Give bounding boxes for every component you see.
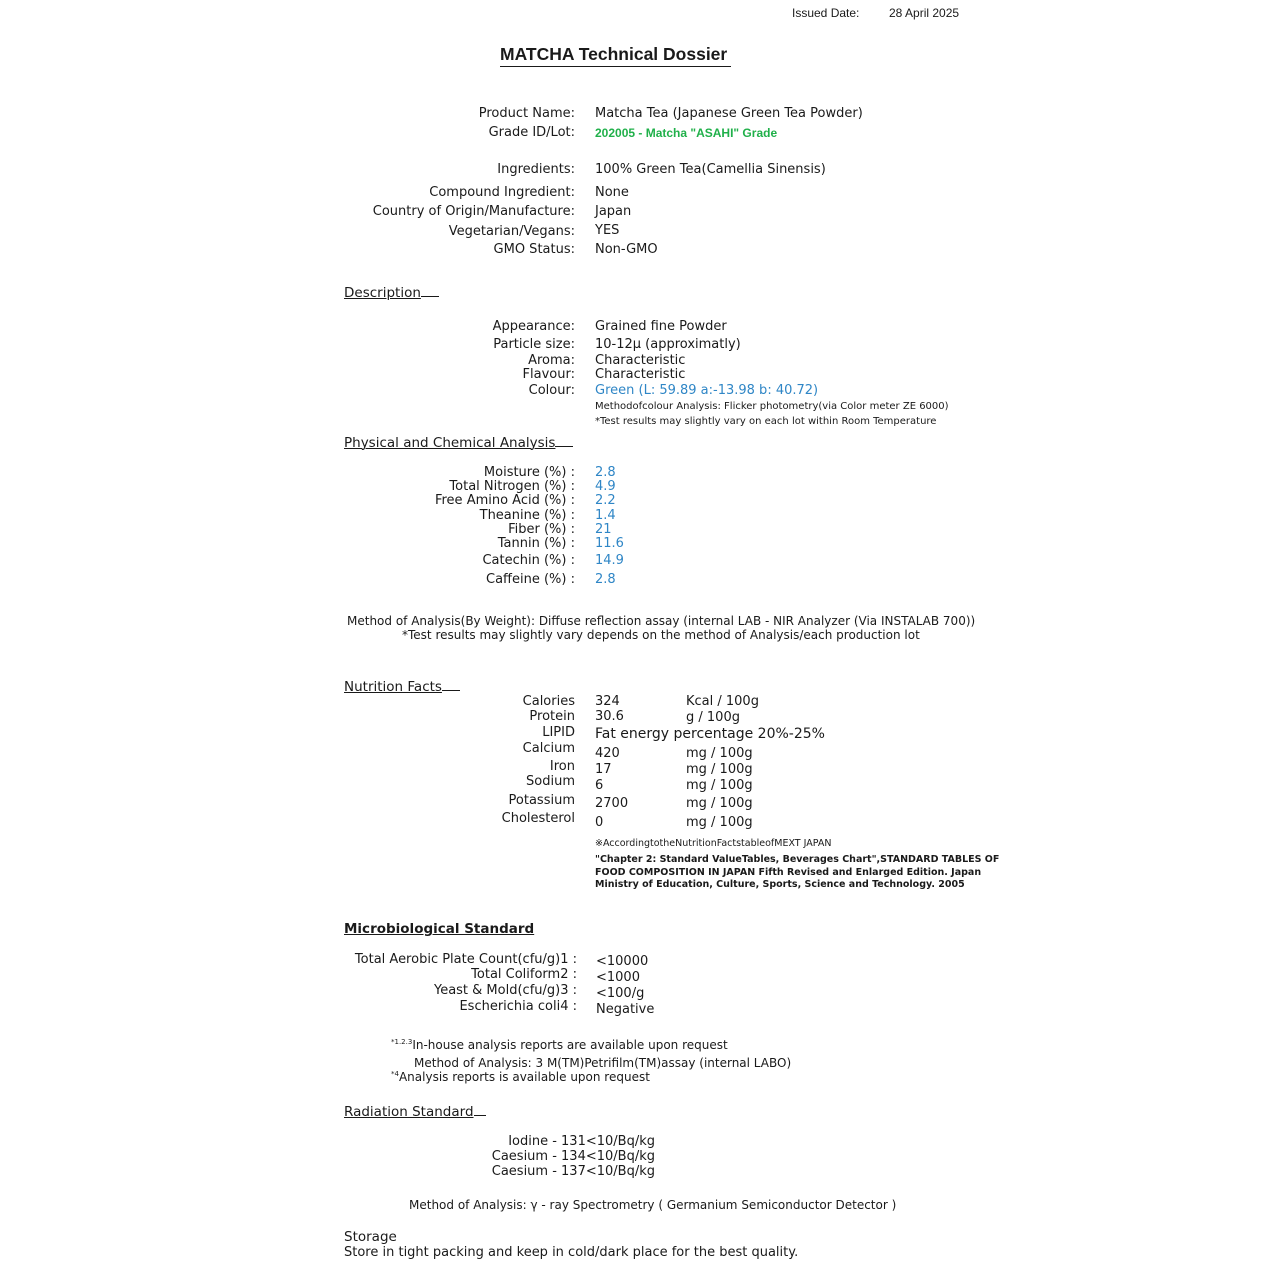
aerobic-count-value: <10000 [596, 954, 649, 969]
sodium-value: 6 [595, 778, 604, 793]
grade-value: 202005 - Matcha "ASAHI" Grade [595, 126, 778, 140]
caffeine-label: Caffeine (%) : [486, 572, 575, 587]
protein-label: Protein [529, 709, 575, 724]
iron-value: 17 [595, 762, 612, 777]
calories-value: 324 [595, 694, 620, 709]
iron-label: Iron [549, 759, 575, 774]
moisture-label: Moisture (%) : [483, 465, 575, 480]
origin-label: Country of Origin/Manufacture: [372, 204, 575, 219]
moisture-value: 2.8 [595, 465, 616, 480]
nutrition-reference-line-3: Ministry of Education, Culture, Sports, Science and Technology. 2005 [595, 879, 965, 890]
calcium-value: 420 [595, 746, 620, 761]
storage-text: Store in tight packing and keep in cold/dark place for the best quality. [344, 1245, 799, 1260]
yeast-mold-value: <100/g [596, 986, 645, 1001]
tannin-label: Tannin (%) : [497, 536, 575, 551]
colour-label: Colour: [528, 383, 575, 398]
compound-label: Compound Ingredient: [429, 185, 575, 200]
aroma-value: Characteristic [595, 353, 686, 368]
particle-size-value: 10-12μ (approximatly) [595, 337, 741, 352]
compound-value: None [595, 185, 629, 200]
particle-size-label: Particle size: [493, 337, 575, 352]
ecoli-value: Negative [596, 1002, 655, 1017]
ingredients-label: Ingredients: [497, 162, 575, 177]
sodium-label: Sodium [526, 774, 575, 789]
origin-value: Japan [595, 204, 632, 219]
caffeine-value: 2.8 [595, 572, 616, 587]
coliform-label: Total Coliform2 : [471, 967, 577, 982]
cholesterol-unit: mg / 100g [686, 815, 753, 830]
sodium-unit: mg / 100g [686, 778, 753, 793]
potassium-unit: mg / 100g [686, 796, 753, 811]
lipid-label: LIPID [542, 725, 575, 740]
nutrition-source-note: ※AccordingtotheNutritionFactstableofMEXT JAPAN [595, 838, 832, 849]
description-heading: Description [344, 284, 439, 301]
calories-unit: Kcal / 100g [686, 694, 759, 709]
radiation-method: Method of Analysis: γ - ray Spectrometry ( Germanium Semiconductor Detector ) [409, 1198, 897, 1212]
appearance-value: Grained fine Powder [595, 319, 727, 334]
cholesterol-value: 0 [595, 815, 604, 830]
physchem-note: *Test results may slightly vary depends on the method of Analysis/each production lot [402, 628, 920, 642]
issued-date-label: Issued Date: [792, 6, 860, 20]
catechin-value: 14.9 [595, 553, 624, 568]
cholesterol-label: Cholesterol [501, 811, 575, 826]
protein-unit: g / 100g [686, 710, 740, 725]
issued-date-value: 28 April 2025 [889, 6, 960, 20]
calcium-label: Calcium [522, 741, 575, 756]
ecoli-label: Escherichia coli4 : [459, 999, 577, 1014]
lipid-value: Fat energy percentage 20%-25% [595, 726, 825, 742]
appearance-label: Appearance: [492, 319, 575, 334]
grade-label: Grade ID/Lot: [488, 125, 575, 140]
potassium-label: Potassium [508, 793, 575, 808]
theanine-label: Theanine (%) : [479, 508, 575, 523]
fiber-value: 21 [595, 522, 612, 537]
colour-method-note: Methodofcolour Analysis: Flicker photometry(via Color meter ZE 6000) [595, 401, 949, 412]
total-nitrogen-label: Total Nitrogen (%) : [449, 479, 575, 494]
coliform-value: <1000 [596, 970, 640, 985]
nutrition-heading: Nutrition Facts [344, 678, 460, 695]
flavour-label: Flavour: [522, 367, 575, 382]
caesium-134-value: Caesium - 134<10/Bq/kg [491, 1149, 655, 1164]
micro-note-2: $^{*4}$Analysis reports is available upon request [391, 1070, 650, 1084]
nutrition-reference-line-2: FOOD COMPOSITION IN JAPAN Fifth Revised and Enlarged Edition. Japan [595, 867, 982, 878]
ingredients-value: 100% Green Tea(Camellia Sinensis) [595, 162, 826, 177]
micro-heading: Microbiological Standard [344, 921, 535, 937]
micro-note-1: $^{*1.2.3}$In-house analysis reports are available upon request [391, 1038, 728, 1052]
potassium-value: 2700 [595, 796, 629, 811]
nutrition-reference-line-1: "Chapter 2: Standard ValueTables, Beverages Chart",STANDARD TABLES OF [595, 854, 1000, 865]
gmo-label: GMO Status: [493, 242, 575, 257]
protein-value: 30.6 [595, 709, 624, 724]
micro-method: Method of Analysis: 3 M(TM)Petrifilm(TM)assay (internal LABO) [414, 1056, 792, 1070]
vegetarian-label: Vegetarian/Vegans: [448, 224, 575, 239]
iron-unit: mg / 100g [686, 762, 753, 777]
iodine-131-value: Iodine - 131<10/Bq/kg [508, 1134, 655, 1149]
product-name-label: Product Name: [478, 106, 575, 121]
fiber-label: Fiber (%) : [508, 522, 575, 537]
calcium-unit: mg / 100g [686, 746, 753, 761]
total-nitrogen-value: 4.9 [595, 479, 616, 494]
colour-value: Green (L: 59.89 a:-13.98 b: 40.72) [595, 383, 819, 398]
colour-variance-note: *Test results may slightly vary on each lot within Room Temperature [595, 416, 937, 427]
free-amino-acid-label: Free Amino Acid (%) : [434, 493, 575, 508]
aroma-label: Aroma: [528, 353, 575, 368]
flavour-value: Characteristic [595, 367, 686, 382]
document-title: MATCHA Technical Dossier [500, 44, 731, 67]
vegetarian-value: YES [595, 223, 620, 238]
caesium-137-value: Caesium - 137<10/Bq/kg [491, 1164, 655, 1179]
theanine-value: 1.4 [595, 508, 616, 523]
tannin-value: 11.6 [595, 536, 624, 551]
aerobic-count-label: Total Aerobic Plate Count(cfu/g)1 : [354, 952, 577, 967]
storage-heading: Storage [344, 1229, 397, 1245]
calories-label: Calories [522, 694, 575, 709]
physchem-heading: Physical and Chemical Analysis [344, 434, 573, 451]
physchem-method: Method of Analysis(By Weight): Diffuse reflection assay (internal LAB - NIR Analyzer (Via INSTALAB 700)) [347, 614, 976, 628]
gmo-value: Non-GMO [595, 242, 658, 257]
radiation-heading: Radiation Standard [344, 1103, 486, 1120]
yeast-mold-label: Yeast & Mold(cfu/g)3 : [433, 983, 577, 998]
product-name-value: Matcha Tea (Japanese Green Tea Powder) [595, 106, 863, 121]
catechin-label: Catechin (%) : [482, 553, 575, 568]
free-amino-acid-value: 2.2 [595, 493, 616, 508]
